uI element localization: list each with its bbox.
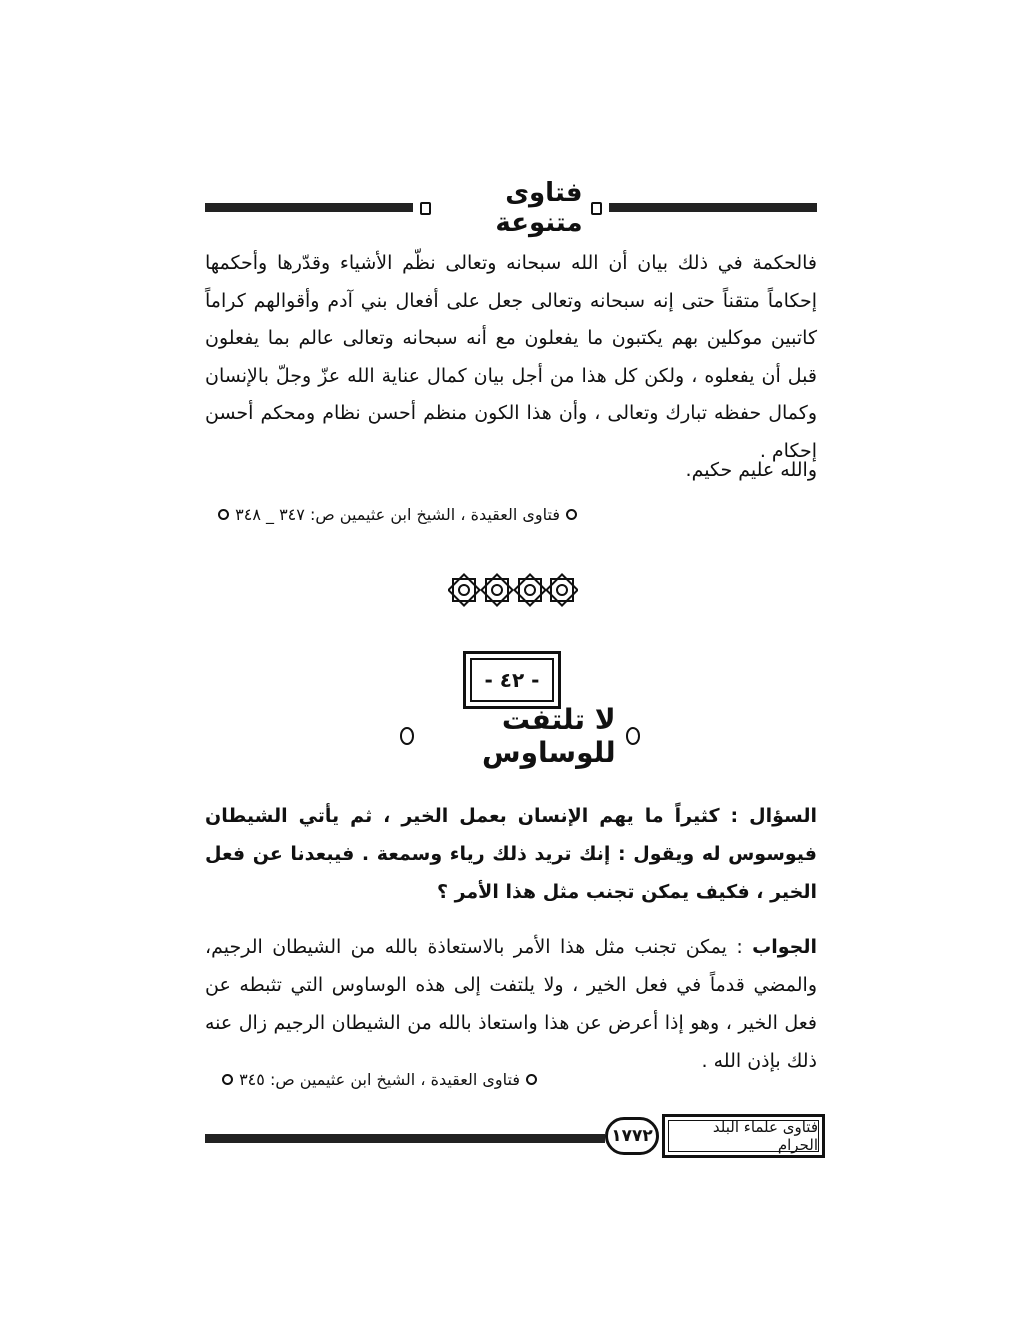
circle-bullet-icon bbox=[218, 509, 229, 520]
book-title: فتاوى علماء البلد الحرام bbox=[668, 1120, 819, 1152]
header-rule-left bbox=[205, 203, 413, 212]
star-ornament-icon bbox=[448, 572, 578, 608]
answer-source-text: فتاوى العقيدة ، الشيخ ابن عثيمين ص: ٣٤٥ bbox=[239, 1070, 520, 1089]
footer-rule bbox=[205, 1134, 605, 1143]
question-block: السؤال : كثيراً ما يهم الإنسان بعمل الخير ، ثم يأتي الشيطان فيوسوس له ويقول : إنك تريد ذلك رياء وسمعة . فيبعدنا عن فعل الخير ، فكيف يمكن تجنب مثل هذا الأمر ؟ bbox=[205, 805, 817, 903]
circle-bullet-icon bbox=[566, 509, 577, 520]
square-bullet-icon bbox=[591, 202, 602, 215]
square-bullet-icon bbox=[420, 202, 431, 215]
page-number: ١٧٧٢ bbox=[605, 1117, 659, 1155]
fatwa-number-box bbox=[463, 651, 561, 709]
page-header bbox=[205, 178, 817, 238]
question-text: كثيراً ما يهم الإنسان بعمل الخير ، ثم يأتي الشيطان فيوسوس له ويقول : إنك تريد ذلك رياء وسمعة . فيبعدنا عن فعل الخير ، فكيف يمكن تجنب مثل هذا الأمر ؟ bbox=[205, 805, 817, 903]
header-title-group bbox=[420, 178, 602, 238]
running-title: فتاوى متنوعة bbox=[495, 178, 583, 238]
fatwa-number: - ٤٢ - bbox=[470, 658, 554, 702]
book-title-box bbox=[662, 1114, 825, 1158]
circle-bullet-icon bbox=[526, 1074, 537, 1085]
source-citation-text: فتاوى العقيدة ، الشيخ ابن عثيمين ص: ٣٤٧ _ ٣٤٨ bbox=[235, 505, 560, 524]
circle-bullet-icon bbox=[222, 1074, 233, 1085]
circle-bullet-icon bbox=[626, 727, 640, 745]
fatwa-heading bbox=[400, 703, 640, 769]
question-label: السؤال bbox=[749, 805, 817, 827]
closing-line: والله عليم حكيم. bbox=[685, 459, 817, 481]
header-rule-right bbox=[609, 203, 817, 212]
answer-block: الجواب : يمكن تجنب مثل هذا الأمر بالاستعاذة بالله من الشيطان الرجيم، والمضي قدماً في فعل الخير ، ولا يلتفت إلى هذه الوساوس التي تثبطه عن فعل الخير ، وهو إذا أعرض عن هذا واستعاذ بالله من الشيطان الرجيم زال عنه ذلك بإذن الله . bbox=[205, 936, 817, 1072]
page-footer bbox=[205, 1114, 825, 1160]
answer-source-citation bbox=[205, 1070, 537, 1089]
answer-text: يمكن تجنب مثل هذا الأمر بالاستعاذة بالله من الشيطان الرجيم، والمضي قدماً في فعل الخير ، ولا يلتفت إلى هذه الوساوس التي تثبطه عن فعل الخير ، وهو إذا أعرض عن هذا واستعاذ بالله من الشيطان الرجيم زال عنه ذلك بإذن الله . bbox=[205, 936, 817, 1072]
source-citation bbox=[205, 505, 577, 524]
ornamental-divider bbox=[448, 572, 578, 608]
circle-bullet-icon bbox=[400, 727, 414, 745]
answer-label: الجواب bbox=[752, 936, 817, 958]
fatwa-title: لا تلتفت للوساوس bbox=[482, 703, 616, 769]
continuation-paragraph: فالحكمة في ذلك بيان أن الله سبحانه وتعالى نظّم الأشياء وقدّرها وأحكمها إحكاماً متقناً حتى إنه سبحانه وتعالى جعل على أفعال بني آدم وأقوالهم كراماً كاتبين موكلين بهم يكتبون ما يفعلون مع أنه سبحانه وتعالى عالم بما يفعلون قبل أن يفعلوه ، ولكن كل هذا من أجل بيان كمال عناية الله عزّ وجلّ بالإنسان وكمال حفظه تبارك وتعالى ، وأن هذا الكون منظم أحسن نظام ومحكم أحسن إحكام . bbox=[205, 252, 817, 462]
